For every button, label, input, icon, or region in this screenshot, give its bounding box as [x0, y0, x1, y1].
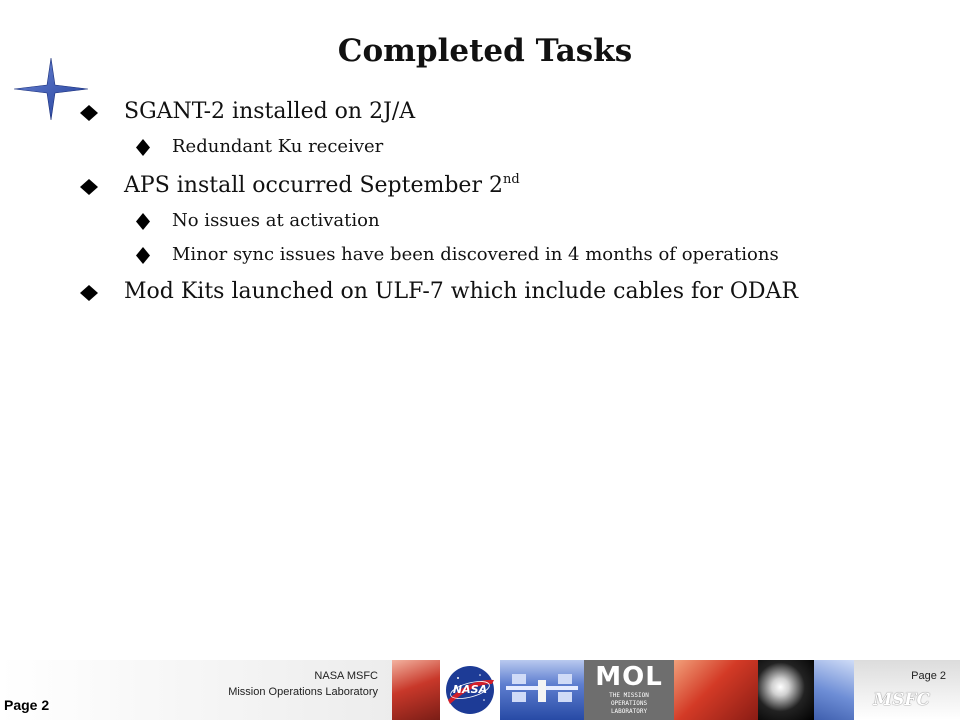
bullet-list	[80, 94, 940, 310]
mol-sub-line-1: THE MISSION	[609, 692, 649, 699]
rhombus-bullet-icon	[136, 213, 150, 230]
ordinal-superscript: nd	[502, 172, 520, 187]
bullet-text	[124, 168, 520, 204]
sub-bullet-text: No issues at activation	[172, 210, 380, 231]
mol-sub-line-2: OPERATIONS	[610, 700, 648, 707]
control-room-image	[674, 660, 758, 720]
slide-title: Completed Tasks	[337, 33, 633, 69]
organization-label	[228, 668, 378, 700]
sub-bullet-text: Redundant Ku receiver	[172, 136, 384, 157]
diamond-bullet-icon	[80, 285, 98, 301]
page-number-left: Page 2	[4, 697, 50, 713]
space-station-image	[500, 660, 584, 720]
slide-footer	[0, 660, 960, 720]
sub-bullet-text: Minor sync issues have been discovered in 4 months of operations	[172, 244, 779, 265]
mol-logo-text: MOL	[595, 662, 663, 692]
diamond-bullet-icon	[80, 179, 98, 195]
bullet-item	[80, 94, 940, 130]
bullet-text: SGANT-2 installed on 2J/A	[124, 99, 416, 124]
bullet-text: Mod Kits launched on ULF-7 which include cables for ODAR	[124, 279, 799, 304]
bullet-text-main: APS install occurred September 2	[124, 173, 503, 198]
bullet-item	[80, 274, 940, 310]
msfc-label: MSFC	[873, 690, 930, 710]
org-line-1: NASA MSFC	[314, 670, 378, 682]
nasa-logo-text: NASA	[452, 683, 488, 696]
page-number-right: Page 2	[911, 670, 946, 682]
logo-image-strip	[392, 660, 854, 720]
rhombus-bullet-icon	[136, 139, 150, 156]
bullet-item	[80, 168, 940, 204]
org-line-2: Mission Operations Laboratory	[228, 686, 378, 698]
station-silhouette-icon	[500, 660, 584, 720]
planet-image	[758, 660, 814, 720]
shuttle-launch-image	[392, 660, 440, 720]
sub-bullet-item	[80, 238, 940, 272]
nasa-meatball-logo	[440, 660, 500, 720]
orbiter-image	[814, 660, 854, 720]
mol-logo-subtitle	[584, 692, 674, 716]
mol-logo-tile	[584, 660, 674, 720]
msfc-panel	[854, 660, 960, 720]
sub-bullet-item	[80, 130, 940, 164]
sub-bullet-item	[80, 204, 940, 238]
rhombus-bullet-icon	[136, 247, 150, 264]
mol-sub-line-3: LABORATORY	[610, 708, 648, 715]
diamond-bullet-icon	[80, 105, 98, 121]
